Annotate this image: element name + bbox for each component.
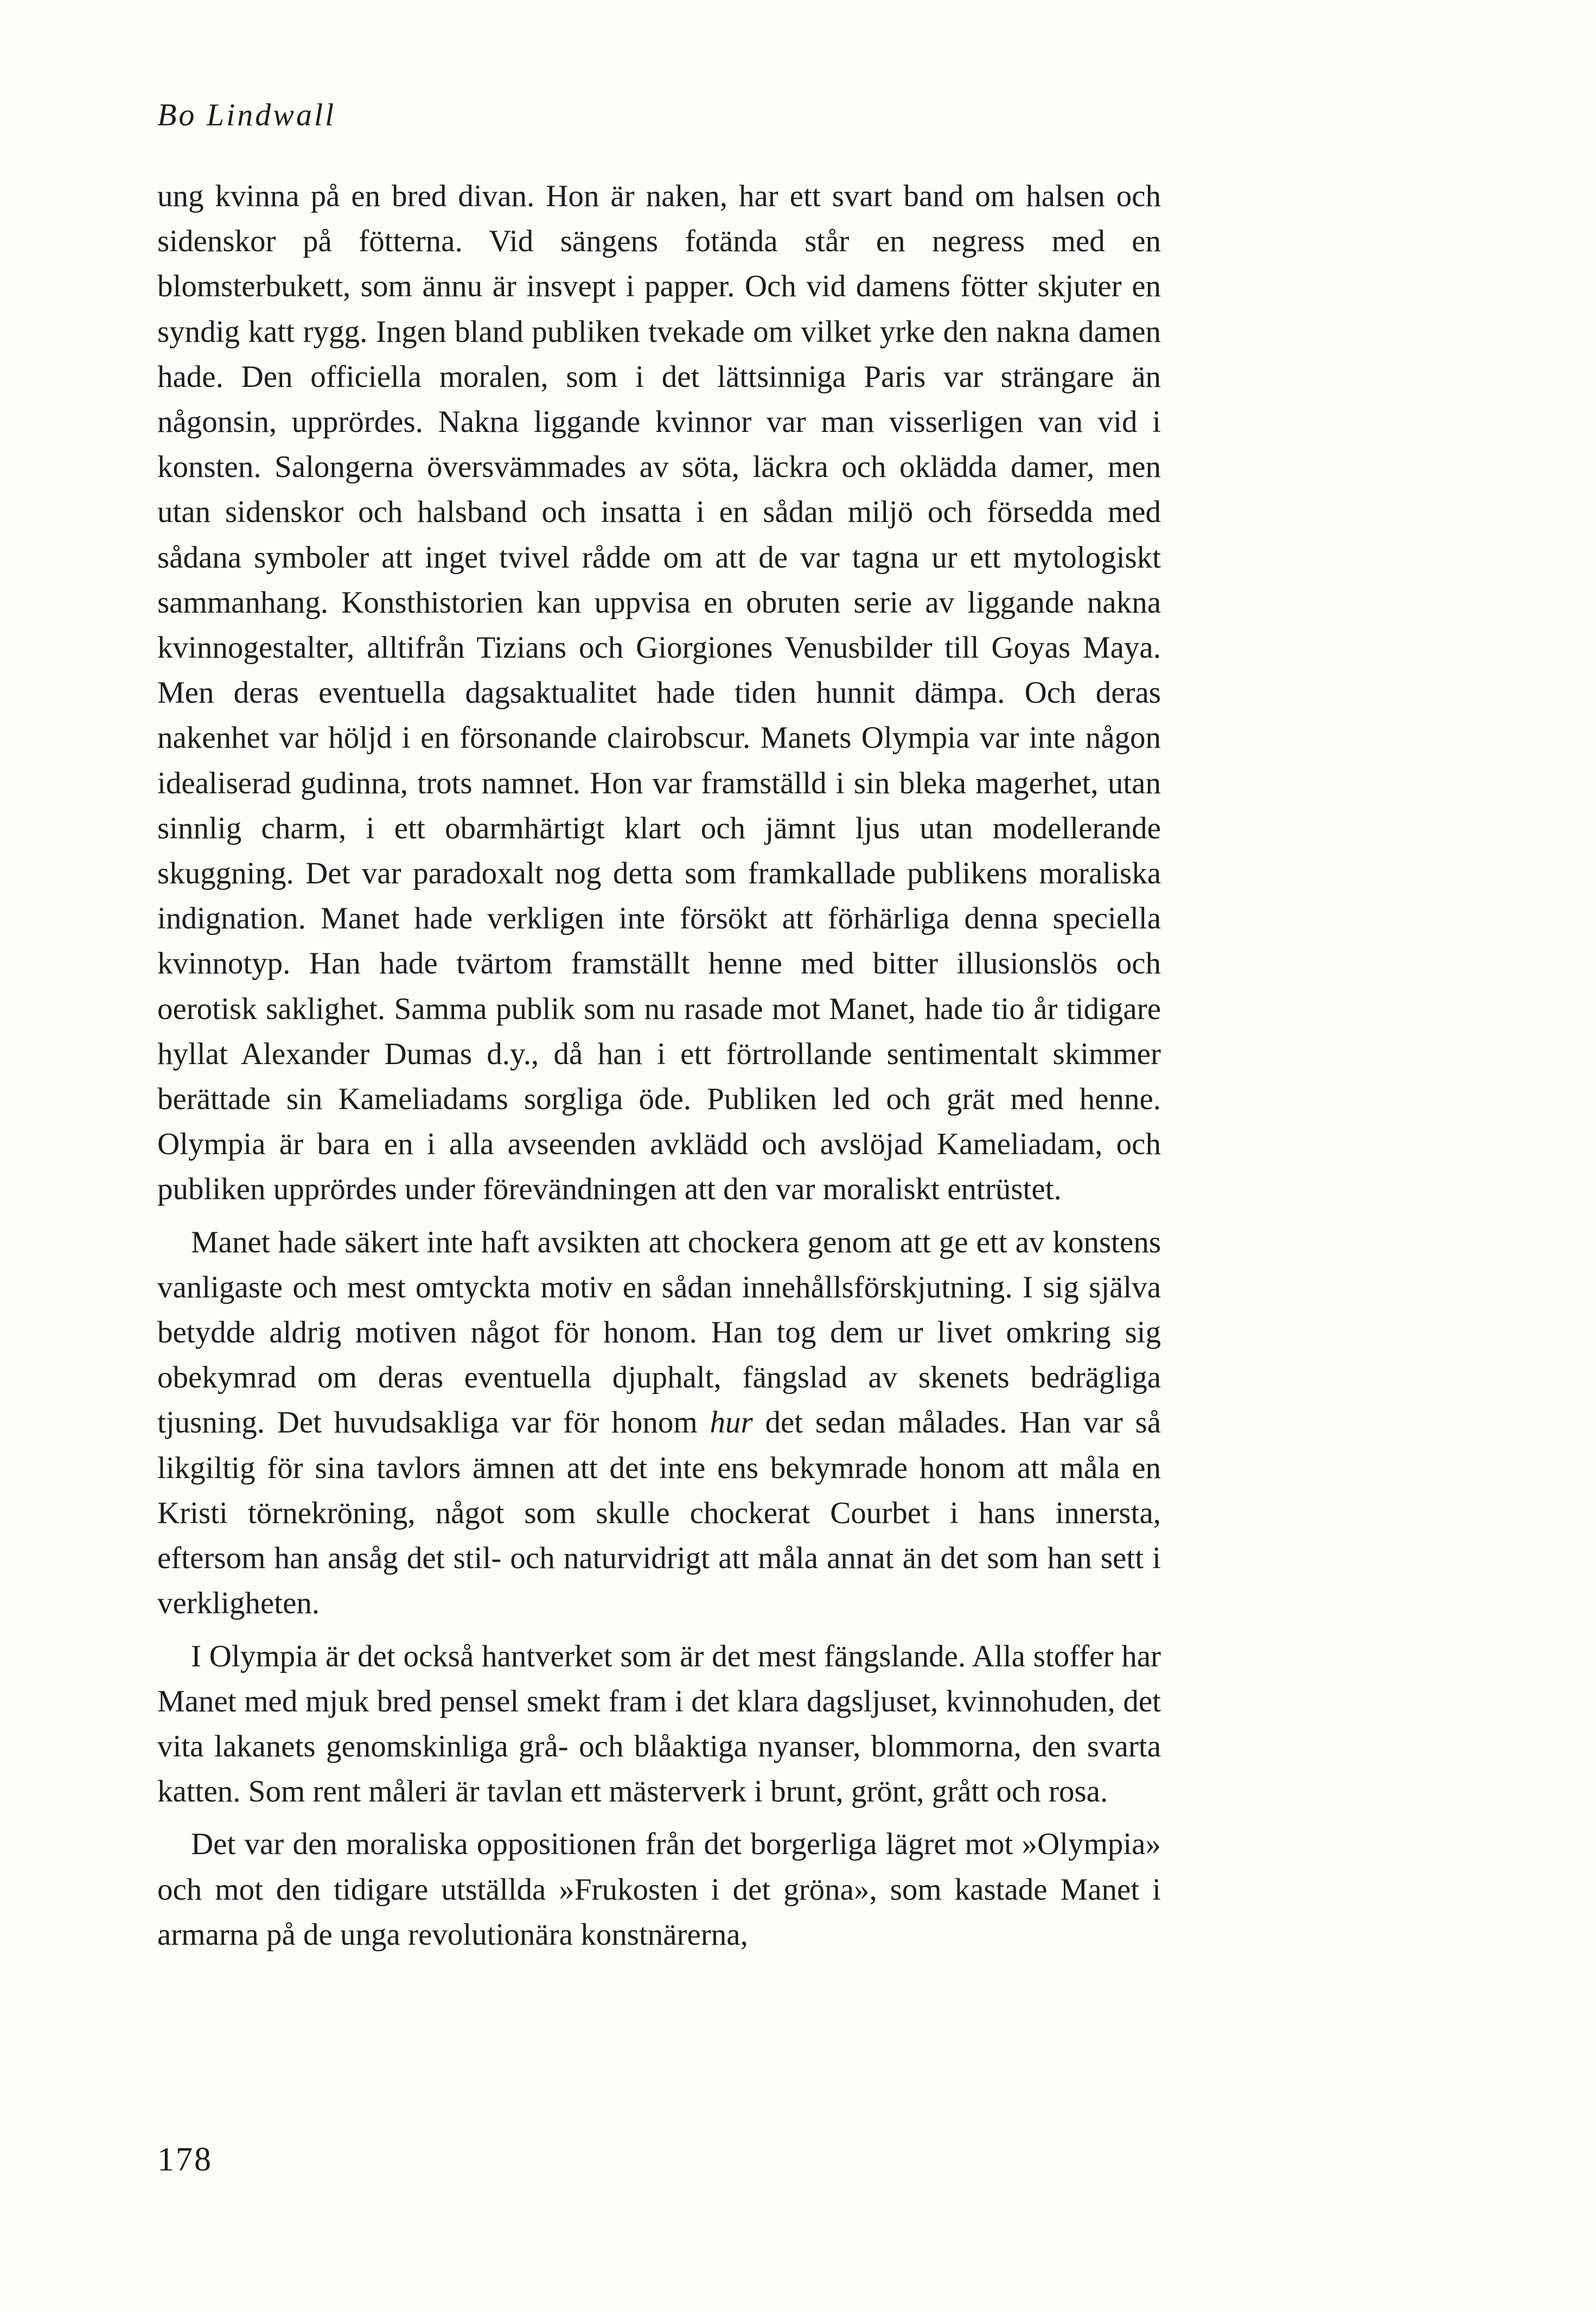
page-number: 178 xyxy=(157,2141,213,2178)
paragraph-3-text: I Olympia är det också hantverket som är det mest fängslande. Alla stoffer har Manet med mjuk bred pensel smekt fram i det klara dagsljuset, kvinnohuden, det vita lakanets genomskinliga grå- och blåaktiga nyanser, blommorna, den svarta katten. Som rent måleri är tavlan ett mästerverk i brunt, grönt, grått och rosa. xyxy=(157,1639,1161,1809)
paragraph-2-text-a: Manet hade säkert inte haft avsikten att chockera genom att ge ett av konstens vanligaste och mest omtyckta motiv en sådan innehållsförskjutning. I sig själva betydde aldrig motiven något för honom. Han tog dem ur livet omkring sig obekymrad om deras eventuella djuphalt, fängslad av skenets bedrägliga tjusning. Det huvudsakliga var för honom xyxy=(157,1225,1161,1440)
paragraph-2-text-b: det sedan målades. Han var så likgiltig för sina tavlors ämnen att det inte ens bekymrade honom att måla en Kristi törnekröning, något som skulle chockerat Courbet i hans innersta, eftersom han ansåg det stil- och naturvidrigt att måla annat än det som han sett i verkligheten. xyxy=(157,1405,1161,1621)
paragraph-1-text: ung kvinna på en bred divan. Hon är naken, har ett svart band om halsen och sidenskor på fötterna. Vid sängens fotända står en negress med en blomsterbukett, som ännu är insvept i papper. Och vid damens fötter skjuter en syndig katt rygg. Ingen bland publiken tvekade om vilket yrke den nakna damen hade. Den officiella moralen, som i det lättsinniga Paris var strängare än någonsin, upprördes. Nakna liggande kvinnor var man visserligen van vid i konsten. Salongerna översvämmades av söta, läckra och oklädda damer, men utan sidenskor och halsband och insatta i en sådan miljö och försedda med sådana symboler att inget tvivel rådde om att de var tagna ur ett mytologiskt sammanhang. Konsthistorien kan uppvisa en obruten serie av liggande nakna kvinnogestalter, alltifrån Tizians och Giorgiones Venusbilder till Goyas Maya. Men deras eventuella dagsaktualitet hade tiden hunnit dämpa. Och deras nakenhet var höljd i en försonande clairobscur. Manets Olympia var inte någon idealiserad gudinna, trots namnet. Hon var framställd i sin bleka magerhet, utan sinnlig charm, i ett obarmhärtigt klart och jämnt ljus utan modellerande skuggning. Det var paradoxalt nog detta som framkallade publikens moraliska indignation. Manet hade verkligen inte försökt att förhärliga denna speciella kvinnotyp. Han hade tvärtom framställt henne med bitter illusionslös och oerotisk saklighet. Samma publik som nu rasade mot Manet, hade tio år tidigare hyllat Alexander Dumas d.y., då han i ett förtrollande sentimentalt skimmer berättade sin Kameliadams sorgliga öde. Publiken led och grät med henne. Olympia är bara en i alla avseenden avklädd och avslöjad Kameliadam, och publiken upprördes under förevändningen att den var moraliskt entrüstet. xyxy=(157,179,1161,1207)
italic-word-hur: hur xyxy=(710,1405,753,1440)
paragraph-4 xyxy=(157,1822,1161,1957)
paragraph-3 xyxy=(157,1634,1161,1815)
paragraph-4-text: Det var den moraliska oppositionen från det borgerliga lägret mot »Olympia» och mot den tidigare utställda »Frukosten i det gröna», som kastade Manet i armarna på de unga revolutionära konstnärerna, xyxy=(157,1827,1161,1952)
running-head-author: Bo Lindwall xyxy=(157,97,336,132)
paragraph-1 xyxy=(157,174,1161,1212)
body-text xyxy=(157,174,1161,1965)
paragraph-2 xyxy=(157,1220,1161,1626)
